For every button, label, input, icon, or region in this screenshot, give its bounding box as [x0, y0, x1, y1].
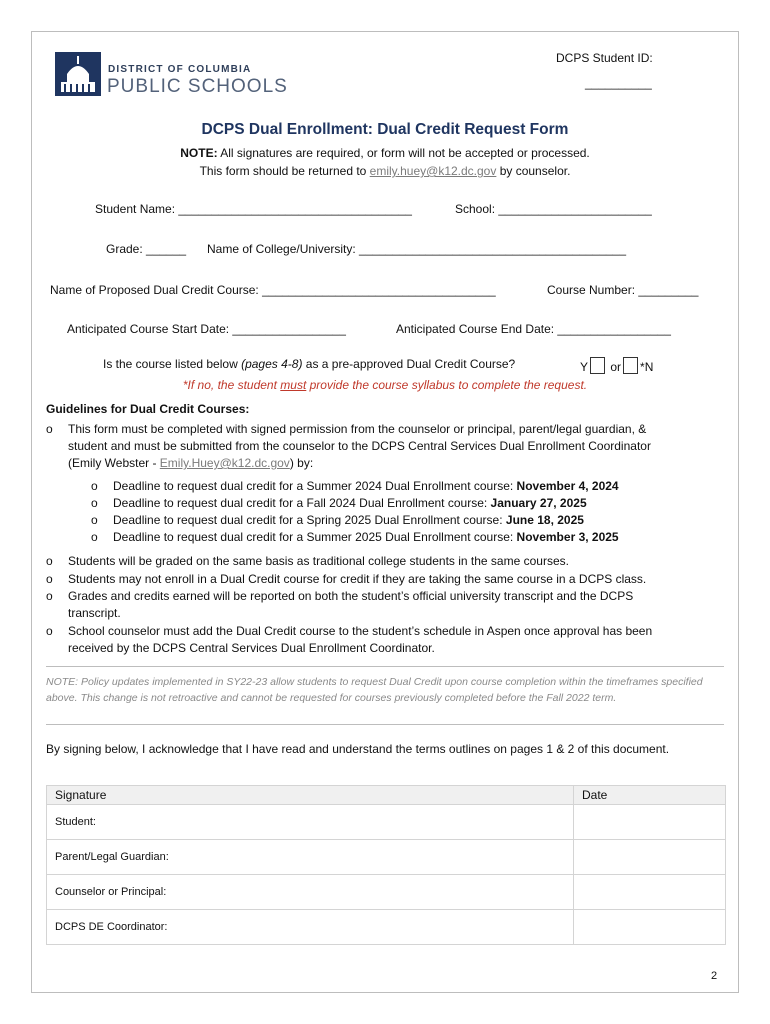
item5-line1: School counselor must add the Dual Credit course to the student’s schedule in Aspen once approval has been: [68, 624, 653, 638]
item1-line3: [68, 455, 651, 472]
bullet-marker: o: [46, 624, 53, 638]
email-link[interactable]: emily.huey@k12.dc.gov: [369, 164, 497, 178]
question-post: as a pre-approved Dual Credit Course?: [302, 357, 516, 371]
guideline-item-4: [46, 588, 634, 622]
college-field[interactable]: Name of College/University: ________________________________________: [207, 242, 627, 256]
item4-line2: transcript.: [68, 606, 121, 620]
bullet-marker: o: [46, 554, 53, 568]
item1-line3-post: ) by:: [289, 456, 314, 470]
grade-field[interactable]: Grade: ______: [106, 242, 187, 256]
counselor-signature-cell[interactable]: Counselor or Principal:: [47, 875, 574, 910]
course-name-field[interactable]: Name of Proposed Dual Credit Course: ___________________________________: [50, 283, 496, 297]
or-label: or: [610, 360, 622, 374]
table-row: [47, 840, 726, 875]
coordinator-date-cell[interactable]: [574, 910, 726, 945]
note-line2: [0, 164, 770, 178]
signature-column-header: Signature: [47, 786, 574, 805]
student-id-blank[interactable]: __________: [585, 76, 652, 90]
deadline-item: [91, 495, 619, 512]
guardian-date-cell[interactable]: [574, 840, 726, 875]
syllabus-warning: [0, 378, 770, 392]
student-id-label: DCPS Student ID:: [556, 51, 653, 65]
note-bold: NOTE:: [180, 146, 218, 160]
signature-table: [46, 785, 726, 945]
counselor-date-cell[interactable]: [574, 875, 726, 910]
dcps-logo: [55, 52, 295, 98]
deadline-text: Deadline to request dual credit for a Fall 2024 Dual Enrollment course:: [113, 496, 491, 510]
page-number: 2: [711, 970, 718, 982]
course-number-field[interactable]: Course Number: _________: [547, 283, 699, 297]
divider-top: [46, 666, 724, 667]
preapproved-question: [103, 357, 515, 371]
bullet-marker: o: [46, 422, 53, 436]
capitol-icon: [55, 52, 101, 96]
item4-line1: Grades and credits earned will be reported on both the student’s official university transcript and the DCPS: [68, 589, 634, 603]
warning-pre: *If no, the student: [182, 378, 281, 392]
question-pre: Is the course listed below: [103, 357, 242, 371]
yes-no-options: [580, 357, 653, 374]
bullet-marker: o: [46, 572, 53, 586]
bullet-marker: o: [91, 513, 98, 527]
guideline-item-5: [46, 623, 653, 657]
signature-table-header: [47, 786, 726, 805]
yes-checkbox[interactable]: [590, 357, 605, 374]
deadline-date: November 3, 2025: [516, 530, 619, 544]
warning-must: must: [280, 378, 307, 392]
table-row: [47, 875, 726, 910]
deadline-date: June 18, 2025: [505, 513, 584, 527]
table-row: [47, 805, 726, 840]
bullet-marker: o: [91, 479, 98, 493]
guideline-item-3: [46, 571, 647, 588]
yes-label: Y: [580, 360, 589, 374]
item5-line2: received by the DCPS Central Services Dual Enrollment Coordinator.: [68, 641, 435, 655]
deadline-date: January 27, 2025: [490, 496, 587, 510]
question-pages: (pages 4-8): [241, 357, 303, 371]
deadline-item: [91, 529, 619, 546]
policy-note: NOTE: Policy updates implemented in SY22-23 allow students to request Dual Credit upon course completion within the timeframes specified above. This change is not retroactive and cannot be requested for courses previously completed before the Fall 2022 term.: [46, 676, 703, 704]
guidelines-heading: Guidelines for Dual Credit Courses:: [46, 402, 250, 416]
note-text: All signatures are required, or form will not be accepted or processed.: [217, 146, 590, 160]
item2-text: Students will be graded on the same basis as traditional college students in the same courses.: [68, 554, 569, 568]
no-checkbox[interactable]: [623, 357, 638, 374]
warning-post: provide the course syllabus to complete the request.: [306, 378, 588, 392]
coordinator-email-link[interactable]: Emily.Huey@k12.dc.gov: [159, 456, 290, 470]
date-column-header: Date: [574, 786, 726, 805]
table-row: [47, 910, 726, 945]
bullet-marker: o: [46, 589, 53, 603]
item1-line3-pre: (Emily Webster -: [68, 456, 160, 470]
guideline-item-2: [46, 553, 569, 570]
bullet-marker: o: [91, 530, 98, 544]
no-label: *N: [640, 360, 654, 374]
logo-text-line1: DISTRICT OF COLUMBIA: [108, 64, 252, 75]
end-date-field[interactable]: Anticipated Course End Date: _________________: [396, 322, 671, 336]
divider-bottom: [46, 724, 724, 725]
note-line1: [0, 146, 770, 160]
form-title: DCPS Dual Enrollment: Dual Credit Request Form: [201, 121, 569, 138]
guardian-signature-cell[interactable]: Parent/Legal Guardian:: [47, 840, 574, 875]
guideline-item-1: [46, 421, 651, 472]
deadline-item: [91, 512, 619, 529]
logo-text-line2: PUBLIC SCHOOLS: [107, 76, 288, 97]
student-signature-cell[interactable]: Student:: [47, 805, 574, 840]
item1-line2: student and must be submitted from the counselor to the DCPS Central Services Dual Enrollment Coordinator: [68, 439, 651, 453]
bullet-marker: o: [91, 496, 98, 510]
deadline-text: Deadline to request dual credit for a Spring 2025 Dual Enrollment course:: [113, 513, 506, 527]
note-line2-post: by counselor.: [496, 164, 571, 178]
note-line2-pre: This form should be returned to: [199, 164, 370, 178]
item3-text: Students may not enroll in a Dual Credit course for credit if they are taking the same course in a DCPS class.: [68, 572, 647, 586]
deadline-text: Deadline to request dual credit for a Summer 2025 Dual Enrollment course:: [113, 530, 517, 544]
student-name-field[interactable]: Student Name: ___________________________________: [95, 202, 412, 216]
school-field[interactable]: School: _______________________: [455, 202, 652, 216]
student-date-cell[interactable]: [574, 805, 726, 840]
acknowledgement-text: By signing below, I acknowledge that I have read and understand the terms outlines on pages 1 & 2 of this document.: [46, 742, 670, 756]
deadline-item: [91, 478, 619, 495]
item1-line1: This form must be completed with signed permission from the counselor or principal, parent/legal guardian, &: [68, 422, 647, 436]
start-date-field[interactable]: Anticipated Course Start Date: _________________: [67, 322, 346, 336]
coordinator-signature-cell[interactable]: DCPS DE Coordinator:: [47, 910, 574, 945]
deadline-list: [91, 478, 619, 546]
deadline-text: Deadline to request dual credit for a Summer 2024 Dual Enrollment course:: [113, 479, 517, 493]
deadline-date: November 4, 2024: [516, 479, 619, 493]
